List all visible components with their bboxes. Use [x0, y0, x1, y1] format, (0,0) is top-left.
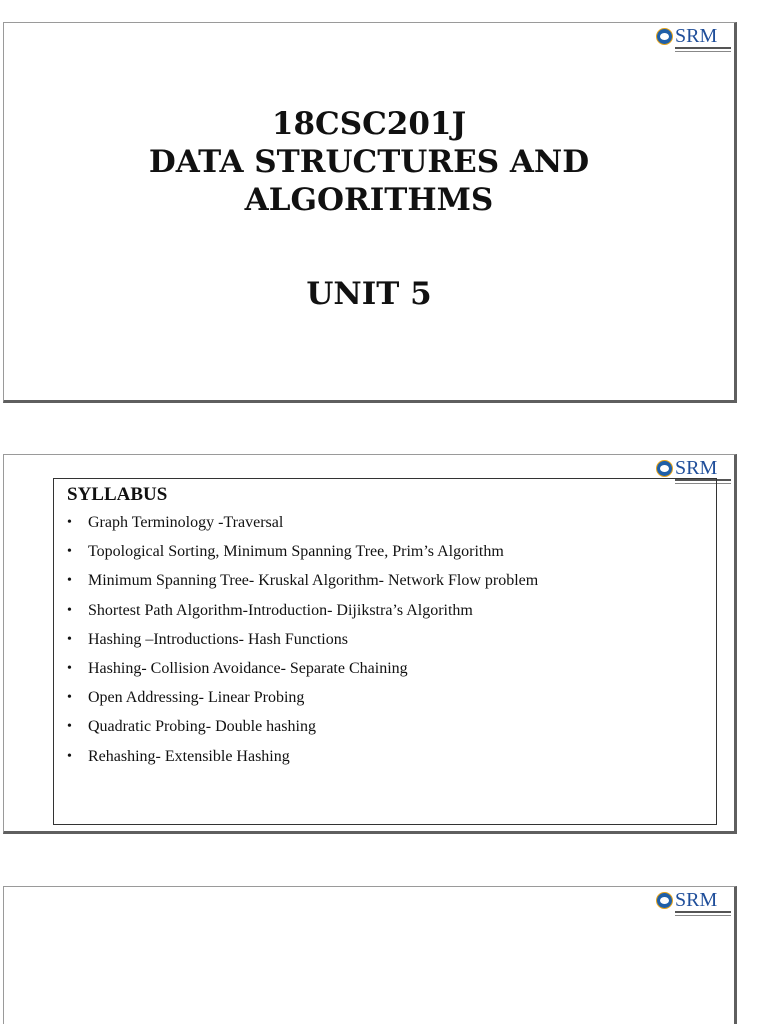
srm-logo-tagline	[675, 47, 731, 49]
unit-title: UNIT 5	[306, 276, 432, 312]
list-item	[65, 630, 538, 659]
list-item	[65, 717, 538, 746]
bullet-icon: •	[67, 748, 72, 764]
bullet-icon: •	[67, 690, 72, 706]
list-item	[65, 747, 538, 776]
srm-logo-text: SRM	[675, 457, 718, 479]
list-item	[65, 688, 538, 717]
list-item-text: Open Addressing- Linear Probing	[88, 689, 305, 707]
bullet-icon: •	[67, 544, 72, 560]
list-item-text: Quadratic Probing- Double hashing	[88, 718, 316, 736]
srm-logo-tagline-2	[675, 915, 731, 916]
bullet-icon: •	[67, 602, 72, 618]
slide-title	[3, 22, 737, 403]
syllabus-heading: SYLLABUS	[67, 484, 168, 505]
bullet-icon: •	[67, 573, 72, 589]
slide-syllabus	[3, 454, 737, 834]
course-code: 18CSC201J	[271, 106, 467, 142]
course-title-line1: DATA STRUCTURES AND	[148, 144, 590, 180]
bullet-icon: •	[67, 631, 72, 647]
bullet-icon: •	[67, 719, 72, 735]
list-item-text: Rehashing- Extensible Hashing	[88, 747, 290, 765]
list-item	[65, 659, 538, 688]
syllabus-box	[53, 478, 717, 825]
list-item-text: Minimum Spanning Tree- Kruskal Algorithm- Network Flow problem	[88, 572, 539, 590]
slide-third	[3, 886, 737, 1024]
list-item	[65, 513, 538, 542]
list-item-text: Hashing- Collision Avoidance- Separate Chaining	[88, 659, 408, 677]
list-item	[65, 571, 538, 600]
syllabus-list	[65, 513, 538, 776]
srm-emblem-icon	[656, 28, 673, 45]
srm-logo-tagline-2	[675, 51, 731, 52]
srm-logo	[656, 26, 734, 54]
list-item-text: Hashing –Introductions- Hash Functions	[88, 630, 348, 648]
srm-emblem-icon	[656, 460, 673, 477]
srm-logo-tagline	[675, 911, 731, 913]
srm-logo	[656, 890, 734, 918]
course-title-block	[4, 105, 734, 219]
list-item	[65, 542, 538, 571]
bullet-icon: •	[67, 660, 72, 676]
srm-emblem-icon	[656, 892, 673, 909]
bullet-icon: •	[67, 515, 72, 530]
srm-logo-text: SRM	[675, 25, 718, 47]
list-item-text: Topological Sorting, Minimum Spanning Tree, Prim’s Algorithm	[88, 543, 504, 561]
list-item-text: Shortest Path Algorithm-Introduction- Dijikstra’s Algorithm	[88, 601, 473, 619]
srm-logo-text: SRM	[675, 889, 718, 911]
list-item	[65, 601, 538, 630]
course-title-line2: ALGORITHMS	[244, 182, 494, 218]
list-item-text: Graph Terminology -Traversal	[88, 514, 284, 531]
